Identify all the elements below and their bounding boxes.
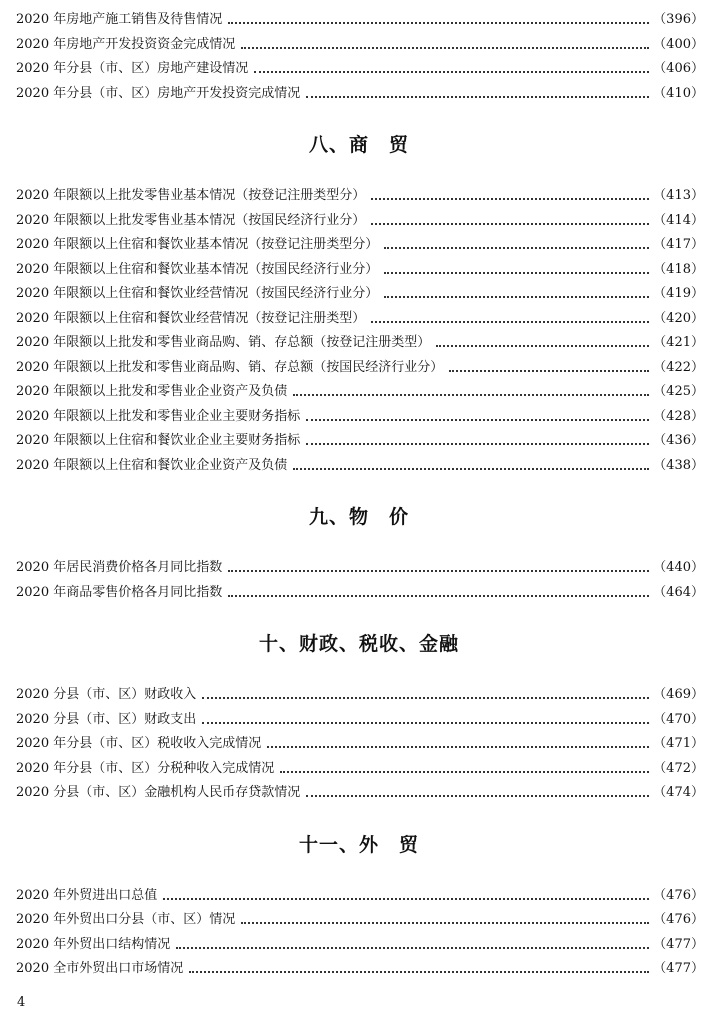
toc-entry-title: 2020 年限额以上批发和零售业商品购、销、存总额（按登记注册类型）: [16, 335, 431, 350]
dot-leader: [293, 393, 649, 396]
toc-entry-page: （421）: [653, 335, 704, 350]
toc-entry[interactable]: [16, 382, 704, 402]
toc-entry-page: （425）: [653, 384, 704, 399]
toc-entry-page: （406）: [653, 61, 704, 76]
dot-leader: [371, 320, 649, 323]
toc-entry-page: （471）: [653, 736, 704, 751]
toc-entry-page: （413）: [653, 188, 704, 203]
toc-entry-title: 2020 年限额以上批发零售业基本情况（按登记注册类型分）: [16, 188, 366, 203]
toc-entry[interactable]: [16, 309, 704, 329]
toc-entry-page: （476）: [653, 912, 704, 927]
toc-entry[interactable]: [16, 431, 704, 451]
dot-leader: [228, 21, 649, 24]
toc-entry-page: （436）: [653, 433, 704, 448]
toc-entry-title: 2020 年限额以上批发和零售业企业主要财务指标: [16, 408, 301, 424]
toc-entry-title: 2020 年外贸出口分县（市、区）情况: [16, 912, 236, 927]
toc-entry-title: 2020 全市外贸出口市场情况: [16, 961, 184, 976]
section-heading: 九、物 价: [308, 506, 409, 528]
dot-leader: [163, 897, 649, 900]
toc-entry-title: 2020 年分县（市、区）分税种收入完成情况: [16, 760, 275, 776]
toc-entry[interactable]: [16, 583, 704, 603]
toc-entry-title: 2020 年限额以上批发和零售业企业资产及负债: [16, 384, 288, 399]
toc-entry[interactable]: [16, 84, 704, 104]
dot-leader: [384, 246, 649, 249]
toc-entry[interactable]: [16, 734, 704, 754]
toc-entry[interactable]: [16, 211, 704, 231]
dot-leader: [280, 770, 649, 773]
toc-entry-page: （476）: [653, 887, 704, 903]
toc-entry[interactable]: [16, 35, 704, 55]
dot-leader: [371, 222, 649, 225]
dot-leader: [371, 197, 649, 200]
toc-entry[interactable]: [16, 407, 704, 427]
toc-entry[interactable]: [16, 59, 704, 79]
toc-entry-title: 2020 年外贸进出口总值: [16, 887, 158, 903]
toc-entry[interactable]: [16, 186, 704, 206]
toc-entry-title: 2020 年分县（市、区）房地产开发投资完成情况: [16, 85, 301, 101]
toc-entry-title: 2020 年居民消费价格各月同比指数: [16, 560, 223, 575]
dot-leader: [228, 569, 649, 572]
dot-leader: [384, 271, 649, 274]
dot-leader: [306, 794, 649, 797]
section-heading: 十一、外 贸: [298, 833, 419, 856]
toc-entry-page: （440）: [653, 560, 704, 575]
toc-entry-page: （464）: [653, 584, 704, 600]
toc-entry[interactable]: [16, 710, 704, 730]
toc-entry[interactable]: [16, 10, 704, 30]
toc-entry[interactable]: [16, 759, 704, 779]
toc-entry[interactable]: [16, 284, 704, 304]
toc-entry-title: 2020 年外贸出口结构情况: [16, 936, 171, 952]
toc-entry[interactable]: [16, 935, 704, 955]
toc-entry[interactable]: [16, 959, 704, 979]
toc-entry[interactable]: [16, 910, 704, 930]
toc-entry-title: 2020 年房地产施工销售及待售情况: [16, 12, 223, 27]
toc-entry-page: （470）: [653, 711, 704, 727]
toc-entry-page: （419）: [653, 286, 704, 301]
dot-leader: [384, 295, 649, 298]
toc-entry[interactable]: [16, 333, 704, 353]
toc-entry-page: （410）: [653, 85, 704, 101]
toc-entry-title: 2020 年限额以上住宿和餐饮业基本情况（按国民经济行业分）: [16, 261, 379, 277]
dot-leader: [306, 95, 649, 98]
toc-entry-title: 2020 年限额以上住宿和餐饮业经营情况（按国民经济行业分）: [16, 286, 379, 301]
toc-entry-title: 2020 年分县（市、区）税收收入完成情况: [16, 736, 262, 751]
dot-leader: [449, 369, 649, 372]
dot-leader: [189, 970, 649, 973]
toc-entry-page: （418）: [653, 261, 704, 277]
dot-leader: [202, 696, 649, 699]
toc-entry-title: 2020 年限额以上住宿和餐饮业企业主要财务指标: [16, 433, 301, 448]
toc-entry-title: 2020 年限额以上批发零售业基本情况（按国民经济行业分）: [16, 212, 366, 228]
page-number: 4: [17, 995, 26, 1010]
toc-entry[interactable]: [16, 260, 704, 280]
toc-entry-page: （428）: [653, 408, 704, 424]
toc-entry[interactable]: [16, 783, 704, 803]
toc-entry[interactable]: [16, 456, 704, 476]
toc-entry-title: 2020 分县（市、区）财政收入: [16, 687, 197, 702]
dot-leader: [176, 946, 649, 949]
toc-entry-page: （422）: [653, 359, 704, 375]
toc-entry-title: 2020 年限额以上住宿和餐饮业基本情况（按登记注册类型分）: [16, 237, 379, 252]
toc-entry-page: （414）: [653, 212, 704, 228]
toc-entry-title: 2020 分县（市、区）财政支出: [16, 711, 197, 727]
dot-leader: [293, 467, 649, 470]
dot-leader: [228, 594, 649, 597]
toc-entry-title: 2020 年房地产开发投资资金完成情况: [16, 36, 236, 52]
toc-entry-page: （469）: [653, 687, 704, 702]
toc-entry-title: 2020 年限额以上批发和零售业商品购、销、存总额（按国民经济行业分）: [16, 359, 444, 375]
toc-entry-page: （396）: [653, 12, 704, 27]
toc-entry-title: 2020 年分县（市、区）房地产建设情况: [16, 61, 249, 76]
dot-leader: [267, 745, 649, 748]
toc-entry-title: 2020 分县（市、区）金融机构人民币存贷款情况: [16, 785, 301, 800]
toc-entry-page: （477）: [653, 961, 704, 976]
toc-entry[interactable]: [16, 235, 704, 255]
dot-leader: [254, 70, 649, 73]
toc-entry-page: （474）: [653, 785, 704, 800]
section-heading: 十、财政、税收、金融: [258, 633, 459, 655]
dot-leader: [436, 344, 649, 347]
toc-entry-page: （420）: [653, 310, 704, 326]
toc-entry[interactable]: [16, 558, 704, 578]
toc-entry-title: 2020 年限额以上住宿和餐饮业企业资产及负债: [16, 457, 288, 473]
toc-entry-page: （477）: [653, 936, 704, 952]
toc-entry-page: （438）: [653, 457, 704, 473]
dot-leader: [306, 418, 649, 421]
toc-entry-title: 2020 年限额以上住宿和餐饮业经营情况（按登记注册类型）: [16, 310, 366, 326]
section-heading: 八、商 贸: [308, 134, 409, 156]
toc-entry-title: 2020 年商品零售价格各月同比指数: [16, 584, 223, 600]
dot-leader: [202, 721, 649, 724]
dot-leader: [241, 46, 649, 49]
dot-leader: [241, 921, 649, 924]
toc-entry-page: （417）: [653, 237, 704, 252]
toc-entry[interactable]: [16, 886, 704, 906]
toc-entry[interactable]: [16, 685, 704, 705]
toc-entry[interactable]: [16, 358, 704, 378]
toc-entry-page: （400）: [653, 36, 704, 52]
toc-entry-page: （472）: [653, 760, 704, 776]
dot-leader: [306, 442, 649, 445]
